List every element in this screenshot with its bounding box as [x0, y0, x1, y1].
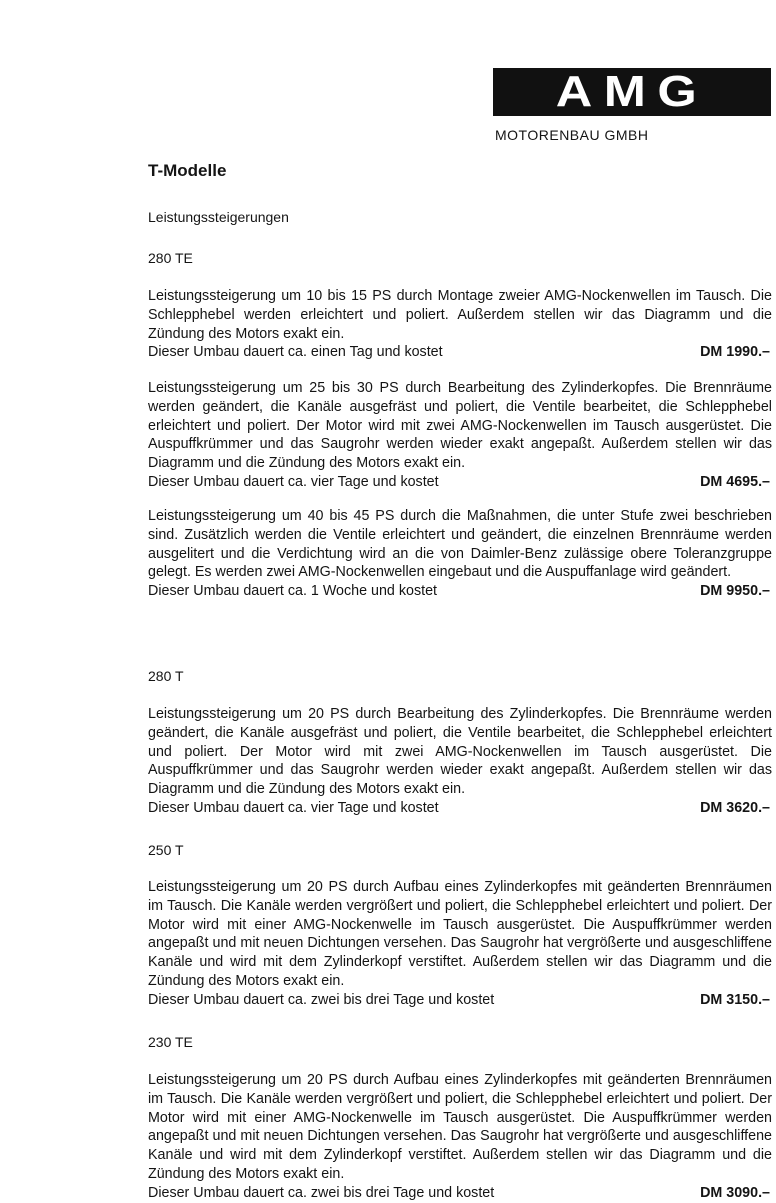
logo-mark: AMG — [555, 67, 709, 116]
price-line — [148, 343, 772, 362]
model-heading-230te: 230 TE — [148, 1034, 193, 1050]
offer-280te-stage3 — [148, 507, 772, 601]
offer-280t — [148, 705, 772, 818]
price-line — [148, 473, 772, 492]
offer-price: DM 9950.– — [700, 583, 770, 600]
offer-price: DM 1990.– — [700, 344, 770, 361]
offer-price: DM 3620.– — [700, 799, 770, 816]
offer-230te — [148, 1071, 772, 1203]
page-subtitle: Leistungssteigerungen — [148, 209, 289, 225]
company-name: MOTORENBAU GMBH — [495, 127, 649, 143]
offer-duration: Dieser Umbau dauert ca. 1 Woche und kostet — [148, 583, 438, 600]
offer-price: DM 3150.– — [700, 991, 770, 1008]
model-heading-250t: 250 T — [148, 842, 184, 858]
offer-280te-stage2 — [148, 379, 772, 492]
offer-duration: Dieser Umbau dauert ca. vier Tage und kostet — [148, 473, 439, 490]
offer-duration: Dieser Umbau dauert ca. zwei bis drei Tage und kostet — [148, 1184, 495, 1201]
offer-duration: Dieser Umbau dauert ca. zwei bis drei Tage und kostet — [148, 991, 495, 1008]
offer-description: Leistungssteigerung um 20 PS durch Aufbau eines Zylinderkopfes mit geänderten Brennräumen im Tausch. Die Kanäle werden vergrößert und poliert, die Schlepphebel erleichtert und poliert. Der Motor wird mit einer AMG-Nockenwelle im Tausch ausgerüstet. Die Auspuffkrümmer werden angepaßt und mit neuen Dichtungen versehen. Das Saugrohr hat vergrößerte und ausgeschliffene Kanäle und wird mit dem Zylinderkopf verstiftet. Außerdem stellen wir das Diagramm und die Zündung des Motors exakt ein. — [148, 1072, 772, 1182]
amg-logo — [493, 68, 771, 146]
offer-250t — [148, 878, 772, 1010]
offer-price: DM 4695.– — [700, 473, 770, 490]
price-line — [148, 799, 772, 818]
offer-280te-stage1 — [148, 287, 772, 362]
price-line — [148, 991, 772, 1010]
offer-price: DM 3090.– — [700, 1184, 770, 1201]
offer-description: Leistungssteigerung um 10 bis 15 PS durch Montage zweier AMG-Nockenwellen im Tausch. Die Schlepphebel werden erleichtert und poliert. Außerdem stellen wir das Diagramm und die Zündung des Motors exakt ein. — [148, 288, 772, 342]
offer-description: Leistungssteigerung um 25 bis 30 PS durch Bearbeitung des Zylinderkopfes. Die Brennräume werden geändert, die Kanäle ausgefräst und poliert, die Ventile bearbeitet, die Schlepphebel erleichtert und poliert. Der Motor wird mit zwei AMG-Nockenwellen im Tausch ausgerüstet. Die Auspuffkrümmer und das Saugrohr werden wieder exakt angepaßt. Außerdem stellen wir das Diagramm und die Zündung des Motors exakt ein. — [148, 380, 772, 472]
offer-duration: Dieser Umbau dauert ca. einen Tag und kostet — [148, 344, 443, 361]
page-title: T-Modelle — [148, 161, 227, 180]
offer-description: Leistungssteigerung um 40 bis 45 PS durch die Maßnahmen, die unter Stufe zwei beschrieben sind. Zusätzlich werden die Ventile erleichtert und geändert, die einzelnen Brennräume werden ausgelitert und die Verdichtung wird an die von Daimler-Benz zulässige obere Toleranzgruppe gelegt. Es werden zwei AMG-Nockenwellen eingebaut und die Auspuffanlage wird geändert. — [148, 508, 772, 581]
offer-description: Leistungssteigerung um 20 PS durch Aufbau eines Zylinderkopfes mit geänderten Brennräumen im Tausch. Die Kanäle werden vergrößert und poliert, die Schlepphebel erleichtert und poliert. Der Motor wird mit einer AMG-Nockenwelle im Tausch ausgerüstet. Die Auspuffkrümmer werden angepaßt und mit neuen Dichtungen versehen. Das Saugrohr hat vergrößerte und ausgeschliffene Kanäle und wird mit dem Zylinderkopf verstiftet. Außerdem stellen wir das Diagramm und die Zündung des Motors exakt ein. — [148, 879, 772, 989]
offer-duration: Dieser Umbau dauert ca. vier Tage und kostet — [148, 799, 439, 816]
price-line — [148, 582, 772, 601]
model-heading-280te: 280 TE — [148, 250, 193, 266]
model-heading-280t: 280 T — [148, 668, 184, 684]
offer-description: Leistungssteigerung um 20 PS durch Bearbeitung des Zylinderkopfes. Die Brennräume werden geändert, die Kanäle ausgefräst und poliert, die Ventile bearbeitet, die Schlepphebel erleichtert und poliert. Der Motor wird mit zwei AMG-Nockenwellen im Tausch ausgerüstet. Die Auspuffkrümmer und das Saugrohr werden wieder exakt angepaßt. Außerdem stellen wir das Diagramm und die Zündung des Motors exakt ein. — [148, 706, 772, 798]
